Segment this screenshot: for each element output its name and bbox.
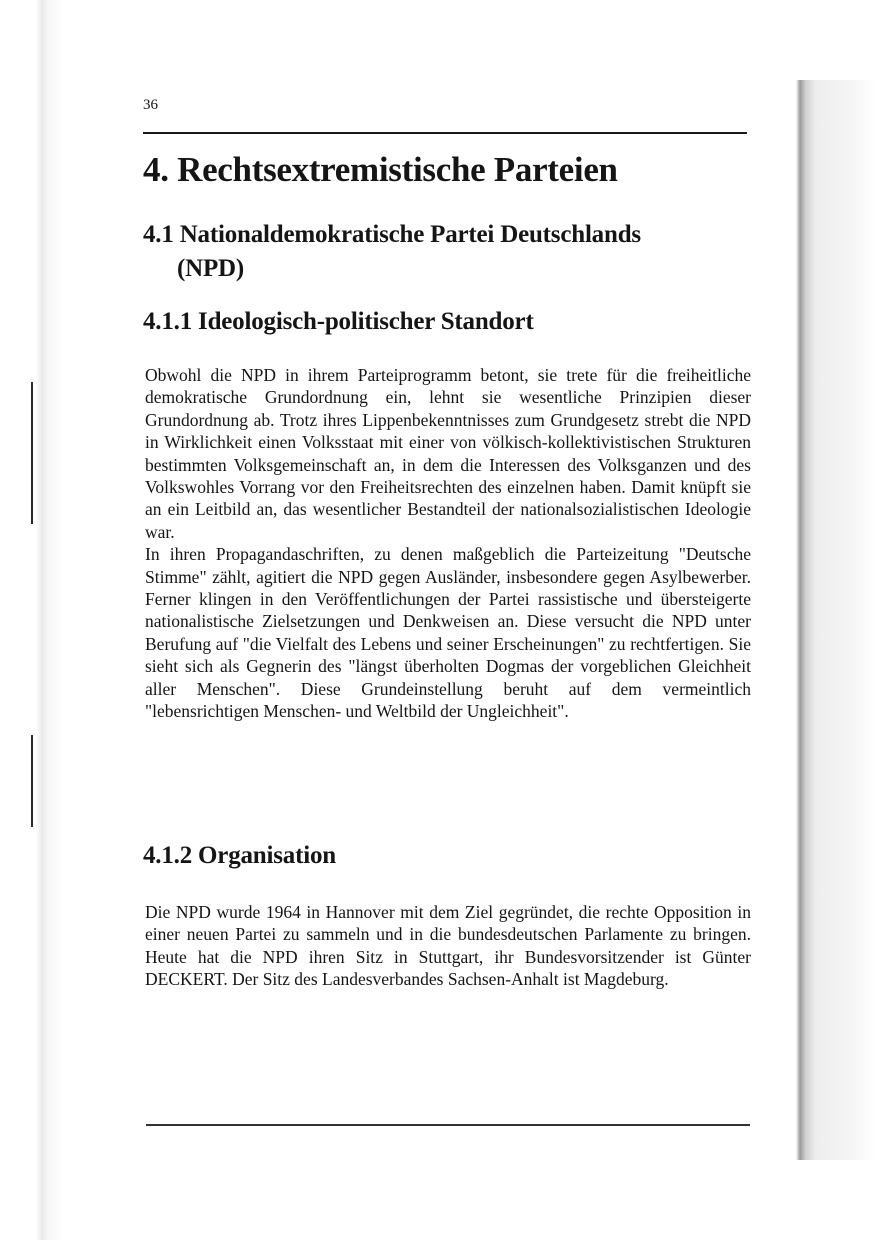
section-heading bbox=[143, 218, 743, 286]
standort-body bbox=[145, 364, 751, 723]
subsection-heading-organisation: 4.1.2 Organisation bbox=[143, 842, 336, 869]
standort-paragraph-1: Obwohl die NPD in ihrem Parteiprogramm betont, sie trete für die freiheitliche demokratische Grundordnung ein, lehnt sie wesentliche Prinzipien dieser Grundordnung ab. Trotz ihres Lippenbekenntnisses zum Grundgesetz strebt die NPD in Wirklichkeit einen Volksstaat mit einer von völkisch-kollektivistischen Strukturen bestimmten Volksgemeinschaft an, in dem die Interessen des Volksganzen und des Volkswohles Vorrang vor den Freiheitsrechten des einzelnen haben. Damit knüpft sie an ein Leitbild an, das wesentlicher Bestandteil der nationalsozialistischen Ideologie war. bbox=[145, 365, 751, 542]
section-heading-line-1: 4.1 Nationaldemokratische Partei Deutschlands bbox=[143, 221, 641, 248]
scan-edge-left bbox=[0, 0, 62, 1240]
margin-mark bbox=[31, 735, 33, 827]
organisation-body bbox=[145, 901, 751, 991]
standort-paragraph-2: In ihren Propagandaschriften, zu denen maßgeblich die Parteizeitung "Deutsche Stimme" zählt, agitiert die NPD gegen Ausländer, insbesondere gegen Asylbewerber. Ferner klingen in den Veröffentlichungen der Partei rassistische und übersteigerte nationalistische Zielsetzungen und Denkweisen an. Diese versucht die NPD unter Berufung auf "die Vielfalt des Lebens und seiner Erscheinungen" zu rechtfertigen. Sie sieht sich als Gegnerin des "längst überholten Dogmas der vorgeblichen Gleichheit aller Menschen". Diese Grundeinstellung beruht auf dem vermeintlich "lebensrichtigen Menschen- und Weltbild der Ungleichheit". bbox=[145, 544, 751, 722]
header-rule bbox=[143, 132, 747, 134]
margin-mark bbox=[31, 382, 33, 524]
section-heading-line-2: (NPD) bbox=[177, 255, 245, 282]
page-number: 36 bbox=[143, 97, 158, 113]
organisation-paragraph: Die NPD wurde 1964 in Hannover mit dem Ziel gegründet, die rechte Opposition in einer neuen Partei zu sammeln und in die bundesdeutschen Parlamente zu bringen. Heute hat die NPD ihren Sitz in Stuttgart, ihr Bundesvorsitzender ist Günter DECKERT. Der Sitz des Landesverbandes Sachsen-Anhalt ist Magdeburg. bbox=[145, 902, 751, 990]
footer-rule bbox=[146, 1124, 750, 1126]
chapter-heading: 4. Rechtsextremistische Parteien bbox=[143, 150, 618, 189]
scan-edge-right bbox=[788, 80, 876, 1160]
subsection-heading-standort: 4.1.1 Ideologisch-politischer Standort bbox=[143, 308, 534, 335]
